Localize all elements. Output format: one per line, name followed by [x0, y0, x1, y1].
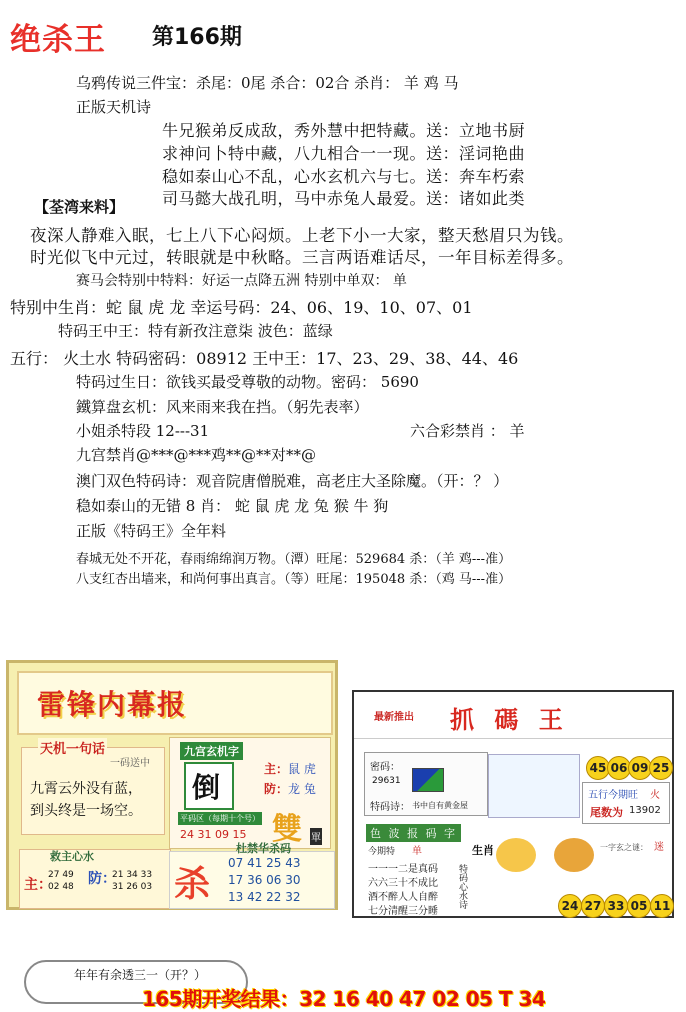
grab-title: 抓 碼 王	[450, 705, 569, 734]
birthday-line: 特码过生日：欲钱买最受尊敬的动物。密码： 5690	[76, 373, 419, 391]
oracle-title: 天机一句话	[38, 738, 107, 757]
rescue-fang-nums: 31 26 03	[112, 882, 153, 892]
poem-line: 牛兄猴弟反成敌，秀外慧中把特藏。送：立地书厨	[162, 121, 526, 140]
dan-label: 今期特	[368, 847, 396, 857]
abacus-line: 鐵算盘玄机：风来雨来我在挡。（躬先表率）	[76, 398, 369, 416]
kill-code-box	[169, 842, 335, 909]
number-ball: 11	[650, 894, 674, 918]
number-ball: 06	[607, 756, 631, 780]
leifeng-header	[17, 671, 333, 735]
mouse-illustration	[554, 838, 594, 872]
code-label: 密码：	[370, 762, 400, 773]
rescue-fang-label: 防：	[88, 871, 116, 887]
annual-line: 正版《特码王》全年料	[76, 522, 227, 540]
rescue-zhu-label: 主：	[24, 877, 52, 893]
palace-zhu-val: 鼠 虎	[288, 762, 316, 776]
poem-text: 一一一二是真码	[368, 864, 438, 875]
code-poem-value: 书中自有黄金屋	[412, 801, 468, 810]
number-ball: 05	[627, 894, 651, 918]
page-title: 绝杀王	[10, 22, 106, 58]
grab-code-panel	[352, 690, 674, 918]
zodiac-label: 生肖	[472, 844, 494, 857]
kill-code-row: 17 36 06 30	[228, 873, 301, 887]
poem-text: 七分清醒三分睡	[368, 906, 438, 917]
section-heading: 【荃湾来料】	[34, 198, 125, 216]
poem-text: 酒不醉人人自醉	[368, 892, 438, 903]
issue-number: 第166期	[152, 25, 242, 50]
genuine-poem-heading: 正版天机诗	[76, 98, 152, 116]
side-label: 特码心水诗	[457, 864, 467, 909]
riddle-value: 迷	[654, 842, 664, 853]
kill-code-title: 杜禁华杀码	[236, 842, 291, 855]
wuxing-label: 五行今期旺	[588, 790, 638, 801]
oracle-sub: 一码送中	[110, 758, 150, 769]
rescue-zhu-nums: 27 49	[48, 870, 74, 880]
single-char: 單	[310, 828, 322, 845]
riddle-label: 一字玄之谜：	[600, 843, 648, 852]
new-release-tag: 最新推出	[374, 712, 414, 723]
palace-sub: 平码区（每期十个号）	[180, 814, 260, 823]
number-ball: 25	[649, 756, 673, 780]
crow-legend-line: 乌鸦传说三件宝：杀尾：0尾 杀合：02合 杀肖： 羊 鸡 马	[76, 74, 459, 92]
leifeng-title: 雷锋内幕报	[37, 688, 188, 721]
oracle-box	[21, 742, 165, 835]
kill-code-row: 07 41 25 43	[228, 856, 301, 870]
liuhe-ban-line: 六合彩禁肖 ： 羊	[410, 422, 525, 440]
nine-palace-title: 九宫玄机字	[180, 742, 243, 760]
rescue-box	[19, 849, 171, 909]
code-poem-label: 特码诗：	[370, 802, 410, 813]
poem-line: 求神问卜特中藏，八九相合一一现。送：淫词艳曲	[162, 144, 526, 163]
nine-palace-line: 九宫禁肖@***@***鸡**@**对**@	[76, 446, 317, 464]
kill-char: 杀	[174, 863, 211, 905]
tail-label: 尾数为	[590, 806, 623, 819]
rescue-fang-nums: 21 34 33	[112, 870, 153, 880]
macau-poem-line: 澳门双色特码诗：观音院唐僧脱难，高老庄大圣除魔。（开：？ ）	[76, 472, 509, 490]
spring-line: 八支红杏出墙来，和尚何事出真言。（等）旺尾：195048 杀：（鸡 马---准）	[76, 572, 512, 587]
logo-graphic	[412, 768, 444, 792]
rescue-title: 救主心水	[50, 850, 94, 863]
zodiac-lucky-line: 特别中生肖：蛇 鼠 虎 龙 幸运号码：24、06、19、10、07、01	[10, 298, 473, 317]
verse-paragraph: 时光似飞中元过，转眼就是中秋略。三言两语难话尽，一年目标差得多。	[30, 248, 574, 267]
poem-line: 稳如泰山心不乱，心水玄机六与七。送：奔车朽索	[162, 167, 526, 186]
palace-char: 倒	[192, 771, 221, 804]
number-ball: 27	[581, 894, 605, 918]
horse-rider-illustration	[488, 754, 580, 818]
horse-club-line: 赛马会特别中特料：好运一点降五洲 特别中单双： 单	[76, 273, 407, 289]
oracle-text: 到头终是一场空。	[30, 803, 142, 819]
nine-palace-box	[169, 737, 331, 849]
double-char: 雙	[272, 812, 302, 847]
palace-numbers: 24 31 09 15	[180, 828, 247, 841]
oracle-text: 九霄云外没有蓝，	[30, 781, 142, 797]
mouse-illustration	[496, 838, 536, 872]
palace-zhu-label: 主：	[264, 762, 289, 776]
number-ball: 33	[604, 894, 628, 918]
leifeng-panel	[6, 660, 338, 910]
lottery-result: 165期开奖结果：32 16 40 47 02 05 T 34	[142, 987, 546, 1011]
category-strip: 色 波 报 码 字	[366, 824, 461, 842]
poem-line: 司马懿大战孔明，马中赤兔人最爱。送：诸如此类	[162, 189, 526, 208]
poem-text: 六六三十不成比	[368, 878, 438, 889]
verse-paragraph: 夜深人静难入眠，七上八下心闷烦。上老下小一大家，整天愁眉只为钱。	[30, 226, 574, 245]
number-ball: 45	[586, 756, 610, 780]
eight-zodiac-line: 稳如泰山的无错 8 肖： 蛇 鼠 虎 龙 兔 猴 牛 狗	[76, 497, 389, 515]
rescue-zhu-nums: 02 48	[48, 882, 74, 892]
number-ball: 09	[628, 756, 652, 780]
miss-kill-line: 小姐杀特段 12---31	[76, 422, 210, 440]
palace-fang-label: 防：	[264, 782, 289, 796]
wuxing-line: 五行： 火土水 特码密码：08912 王中王：17、23、29、38、44、46	[10, 349, 519, 368]
number-ball: 24	[558, 894, 582, 918]
code-value: 29631	[372, 776, 401, 786]
dan-value: 单	[412, 846, 422, 857]
palace-fang-val: 龙 兔	[288, 782, 316, 796]
wuxing-value: 火	[650, 790, 660, 801]
cloud-text: 年年有余透三一（开？）	[74, 968, 207, 982]
king-line: 特码王中王：特有新孜注意柒 波色：蓝绿	[58, 322, 333, 340]
spring-line: 春城无处不开花，春雨绵绵润万物。（潭）旺尾：529684 杀：（羊 鸡---准）	[76, 552, 512, 567]
tail-value: 13902	[629, 805, 661, 816]
kill-code-row: 13 42 22 32	[228, 890, 301, 904]
